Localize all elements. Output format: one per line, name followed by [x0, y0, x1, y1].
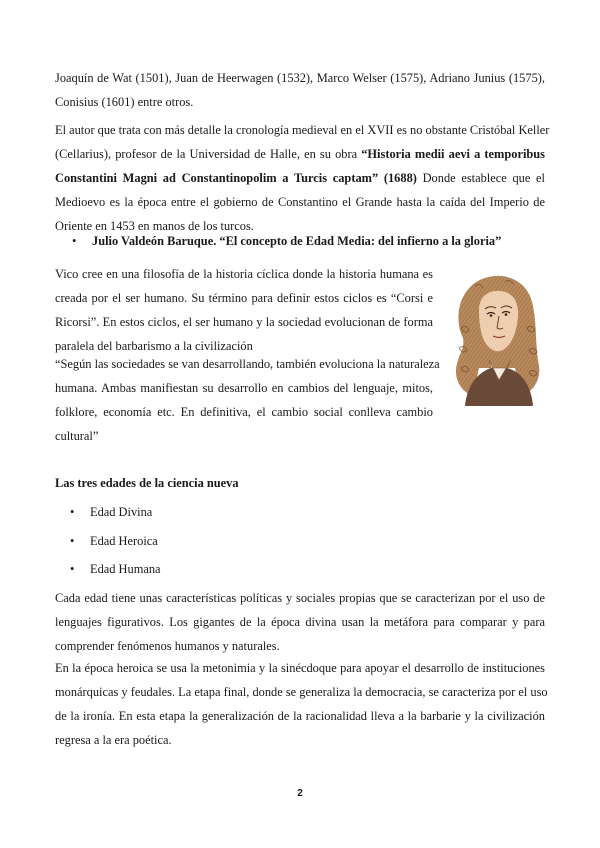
paragraph-quote — [55, 352, 440, 448]
list-item-label: Edad Heroica — [90, 534, 158, 548]
text-line: comprender fenómenos humanos y naturales. — [55, 639, 280, 653]
page-number: 2 — [297, 788, 303, 799]
text-run: Donde establece que el — [416, 171, 545, 185]
text-line: monárquicas y feudales. La etapa final, donde se generaliza la democracia, se caracteriza por el uso — [55, 685, 548, 699]
text-line: Ricorsi”. En estos ciclos, el ser humano y la sociedad evolucionan de forma — [55, 315, 433, 329]
list-item — [70, 534, 158, 549]
list-item — [70, 562, 161, 577]
text-line: creada por el ser humano. Su término para definir estos ciclos es “Corsi e — [55, 291, 433, 305]
paragraph-cellarius — [55, 118, 550, 238]
text-line: cultural” — [55, 429, 99, 443]
vico-portrait-image — [445, 268, 545, 406]
bullet-heading-valdeon — [72, 234, 501, 249]
text-line: El autor que trata con más detalle la cronología medieval en el XVII es no obstante Cristóbal Keller — [55, 123, 550, 137]
list-item-label: Edad Humana — [90, 562, 161, 576]
paragraph-authors-list — [55, 66, 545, 114]
bullet-icon: • — [70, 562, 75, 576]
list-item-label: Edad Divina — [90, 505, 153, 519]
text-line: Cada edad tiene unas características políticas y sociales propias que se caracterizan por el uso de — [55, 591, 545, 605]
text-line: lenguajes figurativos. Los gigantes de la época divina usan la metáfora para comparar y para — [55, 615, 545, 629]
paragraph-heroic-age — [55, 656, 548, 752]
paragraph-vico — [55, 262, 433, 358]
bullet-heading-text: Julio Valdeón Baruque. “El concepto de Edad Media: del infierno a la gloria” — [92, 234, 502, 248]
text-line: En la época heroica se usa la metonimia y la sinécdoque para apoyar el desarrollo de instituciones — [55, 661, 545, 675]
section-heading: Las tres edades de la ciencia nueva — [55, 476, 239, 490]
book-title-part-2: Constantini Magni ad Constantinopolim a Turcis captam” (1688) — [55, 171, 417, 185]
text-line: regresa a la era poética. — [55, 733, 172, 747]
text-line: “Según las sociedades se van desarrollando, también evoluciona la naturaleza — [55, 357, 440, 371]
text-line — [55, 166, 545, 190]
bullet-icon: • — [70, 534, 75, 548]
text-line: folklore, economía etc. En definitiva, el cambio social conlleva cambio — [55, 405, 433, 419]
book-title-part-1: “Historia medii aevi a temporibus — [361, 147, 545, 161]
text-line: humana. Ambas manifiestan su desarrollo en cambios del lenguaje, mitos, — [55, 381, 433, 395]
text-line: Medioevo es la época entre el gobierno de Constantino el Grande hasta la caída del Imperio de — [55, 195, 545, 209]
text-line: Joaquín de Wat (1501), Juan de Heerwagen (1532), Marco Welser (1575), Adriano Junius (1575), — [55, 71, 545, 85]
text-line — [55, 142, 545, 166]
text-line: Vico cree en una filosofía de la historia cíclica donde la historia humana es — [55, 267, 433, 281]
bullet-icon: • — [70, 505, 75, 519]
text-run: (Cellarius), profesor de la Universidad de Halle, en su obra — [55, 147, 362, 161]
text-line: Oriente en 1453 en manos de los turcos. — [55, 219, 254, 233]
bullet-icon: • — [72, 234, 77, 248]
paragraph-ages-characteristics — [55, 586, 545, 658]
text-line: de la ironía. En esta etapa la generalización de la racionalidad lleva a la barbarie y la civilización — [55, 709, 545, 723]
text-line: paralela del barbarismo a la civilización — [55, 339, 253, 353]
list-item — [70, 505, 152, 520]
text-line: Conisius (1601) entre otros. — [55, 95, 194, 109]
